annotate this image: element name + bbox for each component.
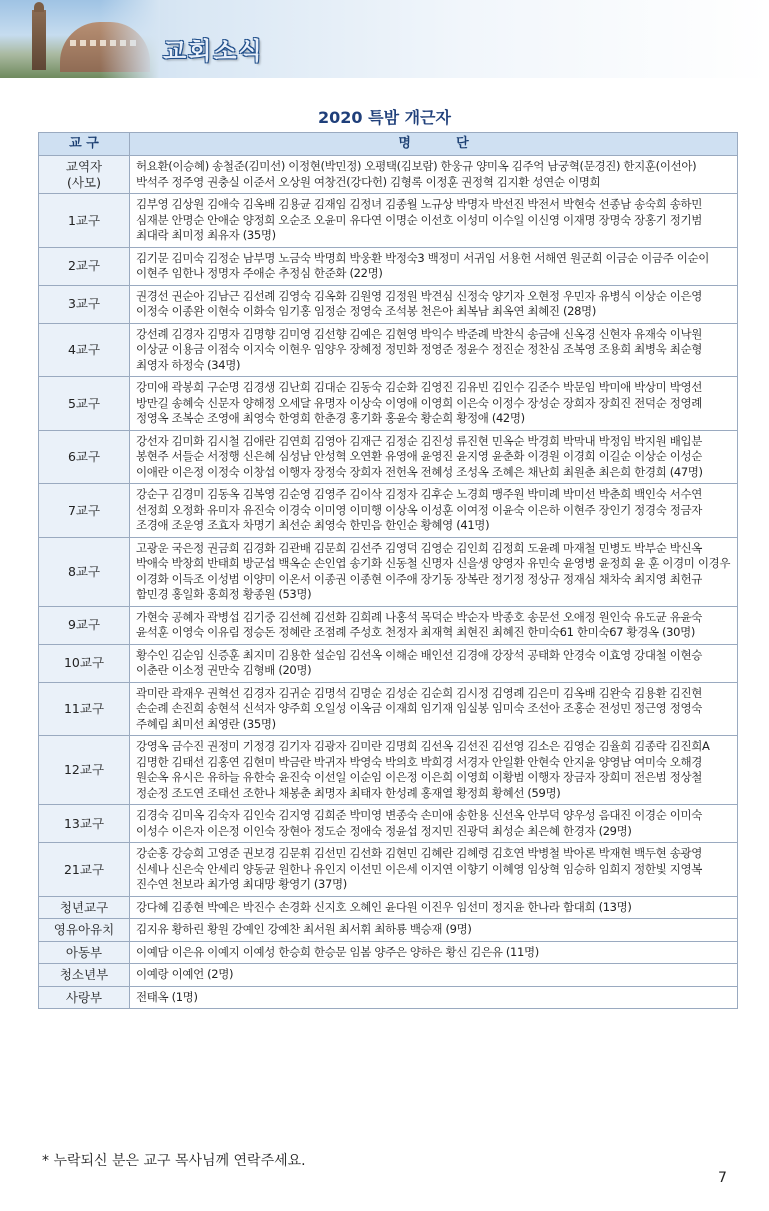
names-cell: 강영옥 금수진 권정미 기정경 김기자 김광자 김미란 김명희 김선옥 김선진 김선영 김소은 김영순 김율희 김종락 김진희A 김명한 김태선 김홍연 김현미 박금란 박귀자 박영숙 박의호 박희경 서경자 안일환 안현숙 안지윤 양영남 여미숙 오해경 원순옥 유시은 유하늘 유한숙 윤진숙 이선일 이순임 이은정 이은희 이영희 이황범 이행자 장금자 장희미 전은범 정상철 정순정 조도연 조태선 조한나 채봉춘 최명자 최태자 한성례 홍재열 황정희 황혜선 (59명) (130, 736, 738, 805)
dept-cell: 아동부 (39, 941, 130, 964)
table-row (39, 606, 738, 644)
table-row (39, 941, 738, 964)
dept-cell: 11교구 (39, 682, 130, 736)
table-row (39, 484, 738, 538)
dept-cell: 6교구 (39, 430, 130, 484)
table-row (39, 805, 738, 843)
dept-cell: 12교구 (39, 736, 130, 805)
names-cell: 곽미란 곽재우 권혁선 김경자 김귀순 김명석 김명순 김성순 김순희 김시정 김영례 김은미 김옥배 김완숙 김용환 김진현 손순례 손진희 송현석 신석자 양주희 오일성 이옥금 이재희 임기재 임실봉 임미숙 조선아 조홍순 전성민 정근영 정영숙 주혜림 최미선 최영란 (35명) (130, 682, 738, 736)
dept-cell: 5교구 (39, 377, 130, 431)
table-row (39, 194, 738, 248)
dept-cell: 1교구 (39, 194, 130, 248)
names-cell: 권경선 권순아 김남근 김선례 김영숙 김옥화 김원영 김정원 박견심 신정숙 양기자 오현정 우민자 유병식 이상순 이은영 이정숙 이종완 이현숙 이화숙 임기홍 임정순 정영숙 조석봉 천은아 최복남 최옥연 최혜진 (28명) (130, 285, 738, 323)
names-cell: 고광운 국은정 권금희 김경화 김관배 김문희 김선주 김영덕 김영순 김인희 김정희 도윤례 마재철 민병도 박부순 박신옥 박애숙 박창희 반태희 방군섭 백옥순 손인엽 송기화 신동철 신명자 신을생 양영자 유민숙 윤영병 윤정희 윤 훈 이경미 이경우 이경화 이득조 이성범 이양미 이온서 이종권 이종현 이주애 장기동 장복란 정기정 정상규 정재심 채차숙 최지영 최헌규 함민경 홍일화 홍희정 황종원 (53명) (130, 537, 738, 606)
dept-cell: 영유아유치 (39, 919, 130, 942)
names-cell: 강순구 김경미 김동옥 김복영 김순영 김영주 김이삭 김정자 김후순 노경희 맹주원 박미례 박미선 박춘희 백인숙 서수연 선정희 오정화 유미자 유진숙 이경숙 이미영 이미행 이상옥 이성훈 이여정 이윤숙 이은하 이현주 장인기 정경숙 정금자 조경애 조운영 조효자 차명기 최선순 최영숙 한민음 한인순 황혜영 (41명) (130, 484, 738, 538)
header-names: 명 단 (130, 133, 738, 156)
table-row (39, 247, 738, 285)
dept-cell: 8교구 (39, 537, 130, 606)
dept-cell: 청년교구 (39, 896, 130, 919)
attendance-table (38, 132, 738, 1009)
dept-cell: 4교구 (39, 323, 130, 377)
names-cell: 김부영 김상원 김애숙 김옥배 김용균 김재임 김정녀 김종월 노규상 박명자 박선진 박전서 박현숙 선종남 송숙희 송하민 심재분 안명순 안애순 양정희 오순조 오윤미 유다연 이명순 이선호 이성미 이수일 이신영 이재명 장명숙 장홍기 정기범 최대락 최미정 최유자 (35명) (130, 194, 738, 248)
dept-cell: 9교구 (39, 606, 130, 644)
dept-cell: 사랑부 (39, 986, 130, 1009)
dept-cell: 7교구 (39, 484, 130, 538)
names-cell: 김지유 황하린 황원 강예인 강예찬 최서원 최서휘 최하룡 백승재 (9명) (130, 919, 738, 942)
document-title: 2020 특밤 개근자 (318, 108, 451, 127)
church-photo (0, 0, 160, 78)
names-cell: 이예랑 이예언 (2명) (130, 964, 738, 987)
footnote: * 누락되신 분은 교구 목사님께 연락주세요. (42, 1153, 306, 1169)
table-row (39, 323, 738, 377)
table-header-row (39, 133, 738, 156)
dept-cell: 10교구 (39, 644, 130, 682)
church-tower-image (32, 10, 46, 70)
dept-cell: 3교구 (39, 285, 130, 323)
dept-cell: 21교구 (39, 843, 130, 897)
table-row (39, 896, 738, 919)
names-cell: 강순홍 강승희 고영준 권보경 김문휘 김선민 김선화 김현민 김혜란 김혜령 김호연 박병철 박아론 박재현 백두현 송광영 신세나 신은숙 안세리 양동균 원한나 유인지 이선민 이은세 이지연 이향기 이혜영 임상혁 임승하 임희지 정한빛 지영복 진수연 천보라 최가영 최대망 황영기 (37명) (130, 843, 738, 897)
names-cell: 전태옥 (1명) (130, 986, 738, 1009)
names-cell: 황수인 김순임 신증훈 최지미 김용한 설순임 김선옥 이해순 배인선 김경애 강장석 공태화 안경숙 이효영 강대철 이현승 이춘란 이소정 권만숙 김형배 (20명) (130, 644, 738, 682)
dept-cell: 청소년부 (39, 964, 130, 987)
names-cell: 가현숙 공혜자 곽병섭 김기중 김선혜 김선화 김희례 나홍석 목덕순 박순자 박종호 송문선 오애정 원인숙 유도균 유윤숙 윤석훈 이영숙 이유림 정승돈 정혜란 조점례 주성호 천정자 최재혁 최현진 최혜진 한미숙61 한미숙67 황경옥 (30명) (130, 606, 738, 644)
header-dept: 교 구 (39, 133, 130, 156)
names-cell: 강미애 곽봉희 구순명 김경생 김난희 김대순 김동숙 김순화 김영진 김유빈 김인수 김준수 박문임 박미애 박상미 박영선 방만길 송혜숙 신문자 양해정 오세달 유명자 이상숙 이영애 이영희 이은숙 이정수 장성순 장희자 장희진 전덕순 정영례 정영옥 조복순 조영애 최영숙 한영희 한춘경 홍기화 홍윤숙 황순희 황정애 (42명) (130, 377, 738, 431)
dept-cell: 13교구 (39, 805, 130, 843)
names-cell: 허요환(이승혜) 송철준(김미선) 이정현(박민정) 오평택(김보람) 한웅규 양미옥 김주억 남궁혁(문경진) 한지훈(이선아) 박석주 정주영 권충실 이준서 오상원 여창건(강다헌) 김형록 이정훈 권정혁 김지환 성연순 이명희 (130, 156, 738, 194)
table-row (39, 964, 738, 987)
table-row (39, 285, 738, 323)
dept-cell: 교역자 (사모) (39, 156, 130, 194)
table-body (39, 156, 738, 1009)
table-row (39, 430, 738, 484)
page-number: 7 (718, 1170, 727, 1186)
table-row (39, 736, 738, 805)
table-row (39, 644, 738, 682)
dept-cell: 2교구 (39, 247, 130, 285)
names-cell: 강선자 김미화 김시철 김애란 김연희 김영아 김재근 김정순 김진성 류진현 민옥순 박경희 박막내 박정임 박지원 배입분 봉현주 서들순 서정행 신은혜 심성남 안성혁 오연환 유영애 윤영진 윤지영 윤춘화 이경원 이경희 이길순 이상순 이성순 이애란 이은정 이정숙 이창섭 이행자 장정숙 장희자 전헌옥 전혜성 조성옥 조혜은 채난희 최원춘 최은희 한경희 (47명) (130, 430, 738, 484)
table-row (39, 843, 738, 897)
names-cell: 이예담 이은유 이예지 이예성 한승희 한승문 임봄 양주은 양하은 황신 김은유 (11명) (130, 941, 738, 964)
table-row (39, 986, 738, 1009)
table-row (39, 156, 738, 194)
table-row (39, 537, 738, 606)
names-cell: 김기문 김미숙 김정순 남부명 노금숙 박명희 박웅환 박정숙3 백정미 서귀임 서용헌 서해연 원군희 이금순 이금주 이순이 이현주 임한나 정명자 주애순 추정심 한준화 (22명) (130, 247, 738, 285)
names-cell: 강다혜 김종현 박예은 박진수 손경화 신지호 오혜인 윤다원 이진우 임선미 정지윤 한나라 함대희 (13명) (130, 896, 738, 919)
names-cell: 김경숙 김미옥 김숙자 김인숙 김지영 김희준 박미영 변종숙 손미애 송한용 신선옥 안부덕 양우성 음대진 이경순 이미숙 이성수 이은자 이은정 이인숙 장현아 정도순 정애숙 정윤섭 정지민 진광덕 최성순 최은혜 한경자 (29명) (130, 805, 738, 843)
table-row (39, 377, 738, 431)
page-header (0, 0, 769, 78)
names-cell: 강선례 김경자 김명자 김명향 김미영 김선향 김예은 김현영 박익수 박준례 박찬식 송금애 신옥경 신현자 유재숙 이낙원 이상균 이용금 이점숙 이지숙 이현우 임양우 장혜정 정민화 정영준 정윤수 정진순 정찬심 조복영 조용희 최병욱 최순형 최영자 하정숙 (34명) (130, 323, 738, 377)
section-title: 교회소식 (163, 37, 264, 65)
table-row (39, 682, 738, 736)
table-row (39, 919, 738, 942)
